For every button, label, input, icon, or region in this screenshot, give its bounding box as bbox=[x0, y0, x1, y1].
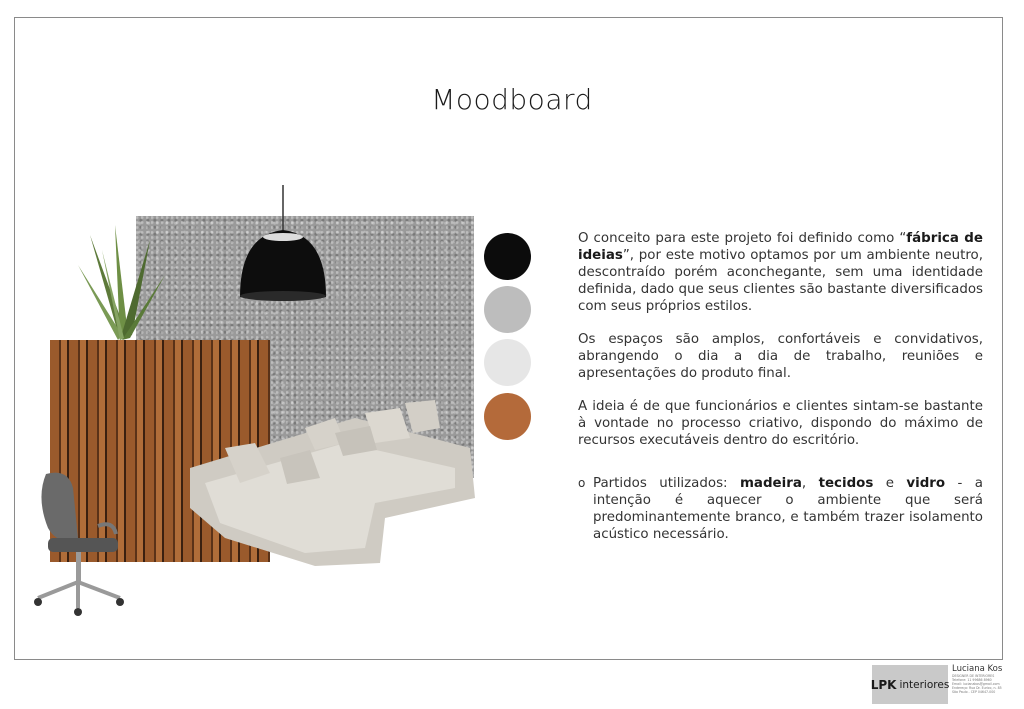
plant-image bbox=[70, 220, 170, 345]
color-swatch-black bbox=[484, 233, 531, 280]
material-tecidos: tecidos bbox=[818, 476, 874, 491]
moodboard-collage bbox=[20, 180, 490, 620]
pendant-lamp-image bbox=[232, 185, 334, 303]
materials-bullet: o Partidos utilizados: madeira, tecidos e vidro - a intenção é aquecer o ambiente que será predominantemente branco, e também trazer isolamento acústico necessário. bbox=[578, 476, 983, 542]
sectional-sofa-image bbox=[185, 388, 485, 568]
bullet-marker: o bbox=[578, 476, 586, 490]
idea-paragraph: A ideia é de que funcionários e clientes sintam-se bastante à vontade no processo criativo, dispondo do máximo de recursos executáveis dentro do escritório. bbox=[578, 399, 983, 448]
concept-paragraph: O conceito para este projeto foi definido como “fábrica de ideias”, por este motivo optamos por um ambiente neutro, descontraído porém aconchegante, sem uma identidade definida, dado que seus clientes são bastante diversificados com seus próprios estilos. bbox=[578, 231, 983, 314]
material-madeira: madeira bbox=[739, 476, 802, 491]
logo-mark: LPK interiores bbox=[872, 665, 948, 704]
logo-contact: Luciana Kos DESIGNER DE INTERIORES Telefone: 11 99686 8960 Email: lucianakos@gmail.com Endereço: Rua Dr. Eurico, n. 85 São Paulo - CEP 04647-000 bbox=[952, 664, 1003, 694]
color-swatch-gray bbox=[484, 286, 531, 333]
office-chair-image bbox=[28, 468, 128, 616]
concept-highlight: fábrica de ideias bbox=[578, 231, 983, 263]
concept-text bbox=[578, 230, 983, 543]
material-vidro: vidro bbox=[906, 476, 946, 491]
spaces-paragraph: Os espaços são amplos, confortáveis e convidativos, abrangendo o dia a dia de trabalho, reuniões e apresentações do produto final. bbox=[578, 332, 983, 381]
page-title: Moodboard bbox=[431, 83, 593, 116]
color-swatch-off-white bbox=[484, 339, 531, 386]
company-logo bbox=[872, 665, 1004, 704]
color-swatch-copper bbox=[484, 393, 531, 440]
